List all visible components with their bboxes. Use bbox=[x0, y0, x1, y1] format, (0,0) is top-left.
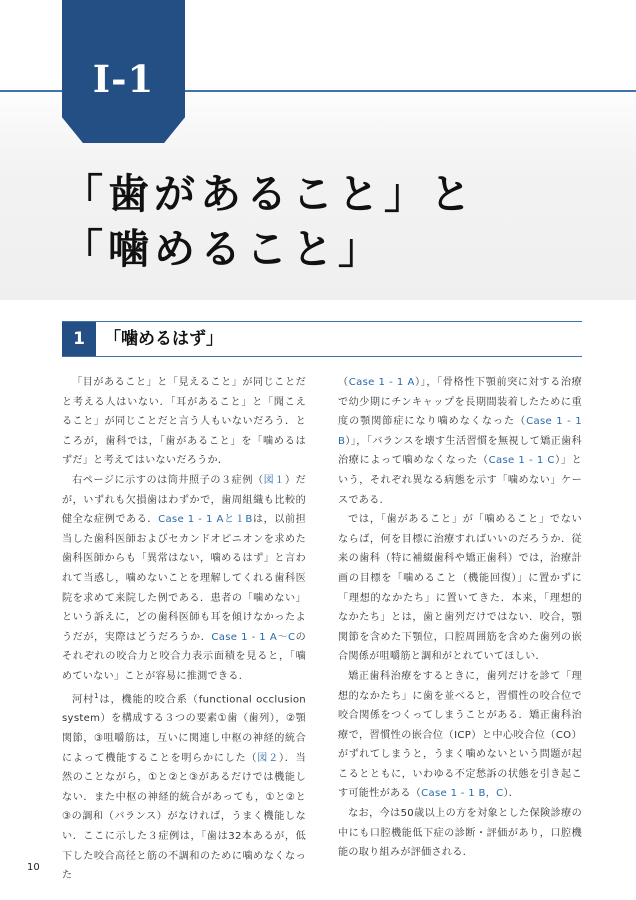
paragraph: 右ページに示すのは筒井照子の３症例（図１）だが，いずれも欠損歯はわずかで，歯周組織も比較的健全な症例である．Case 1 - 1 Aと１Bは，以前担当した歯科医師およびセカンドオピニオンを求めた歯科医師からも「異常はない，噛めるはず」と言われて当惑し，噛めないことを理解してくれる歯科医院を求めて来院した例である．患者の「噛めない」という訴えに，どの歯科医師も耳を傾けなかったようだが，実際はどうだろうか．Case 1 - 1 A〜Cのそれぞれの咬合力と咬合力表示面積を見ると，「噛めていない」ことが容易に推測できる． bbox=[62, 474, 307, 682]
figure-ref: 図１ bbox=[263, 474, 285, 486]
case-ref: Case 1 - 1 B，C bbox=[421, 788, 504, 800]
page-title bbox=[62, 167, 476, 277]
paragraph: では，「歯があること」が「噛めること」でないならば，何を目標に治療すればいいのだろうか．従来の歯科（特に補綴歯科や矯正歯科）では，治療計画の目標を「噛めること（機能回復）」に置かずに「理想的なかたち」に置いてきた．本来，「理想的なかたち」とは，歯と歯列だけではない．咬合，顎関節を含めた下顎位，口腔周囲筋を含めた歯列の嵌合関係が咀嚼筋と調和がとれていてほしい． bbox=[338, 514, 582, 663]
left-column bbox=[62, 373, 306, 886]
chapter-number: I-1 bbox=[92, 57, 155, 101]
citation-superscript: 1 bbox=[94, 691, 99, 700]
paragraph: 「目があること」と「見えること」が同じことだと考える人はいない．「耳があること」と「聞こえること」が同じことだと言う人もいないだろう．ところが，歯科では，「歯があること」を「噛めるはずだ」と考えてはいないだろうか． bbox=[62, 377, 306, 467]
paragraph: 河村$^1$は，機能的咬合系（functional occlusion system）を構成する３つの要素①歯（歯列），②顎関節，③咀嚼筋は，互いに関連し中枢の神経的統合によって機能することを明らかにした（図２）．当然のことながら，①と②と③があるだけでは機能しない．また中枢の神経的統合があっても，①と②と③の調和（バランス）がなければ，うまく機能しない．ここに示した３症例は，「歯は32本あるが，低下した咬合高径と筋の不調和のために噛めなくなった bbox=[62, 691, 306, 882]
section-rule-bottom bbox=[62, 356, 582, 357]
figure-ref: 図２ bbox=[257, 752, 279, 764]
paragraph: 矯正歯科治療をするときに，歯列だけを診て「理想的なかたち」に歯を並べると，習慣性の咬合位で咬合関係をつくってしまうことがある．矯正歯科治療で，習慣性の嵌合位（ICP）と中心咬合位（CO）がずれてしまうと，うまく噛めないという問題が起こるとともに，いわゆる不定愁訴の状態を引き起こす可能性がある（Case 1 - 1 B，C）． bbox=[338, 670, 582, 800]
page-number: 10 bbox=[27, 862, 40, 873]
paragraph: （Case 1 - 1 A）」，「骨格性下顎前突に対する治療で幼少期にチンキャップを長期間装着したために重度の顎関節症になり噛めなくなった（Case 1 - 1 B）」，「バランスを壊す生活習慣を無視して矯正歯科治療によって噛めなくなった（Case 1 - 1 C）」という，それぞれ異なる病態を示す「噛めない」ケースである． bbox=[338, 377, 583, 506]
case-ref: Case 1 - 1 C bbox=[488, 455, 555, 467]
section-title: 「噛めるはず」 bbox=[104, 329, 223, 349]
case-ref: Case 1 - 1 Aと１B bbox=[158, 514, 253, 526]
case-ref: Case 1 - 1 A bbox=[348, 377, 415, 388]
right-column bbox=[338, 373, 582, 863]
paragraph: なお，今は50歳以上の方を対象とした保険診療の中にも口腔機能低下症の診断・評価があり，口腔機能の取り組みが評価される． bbox=[338, 808, 582, 859]
title-line-1: 「歯があること」と bbox=[62, 170, 476, 218]
case-ref: Case 1 - 1 A〜C bbox=[211, 631, 296, 643]
title-line-2: 「噛めること」 bbox=[62, 225, 384, 273]
section-number: 1 bbox=[62, 322, 96, 356]
case-ref: Case 1 - 1 B bbox=[338, 416, 582, 447]
